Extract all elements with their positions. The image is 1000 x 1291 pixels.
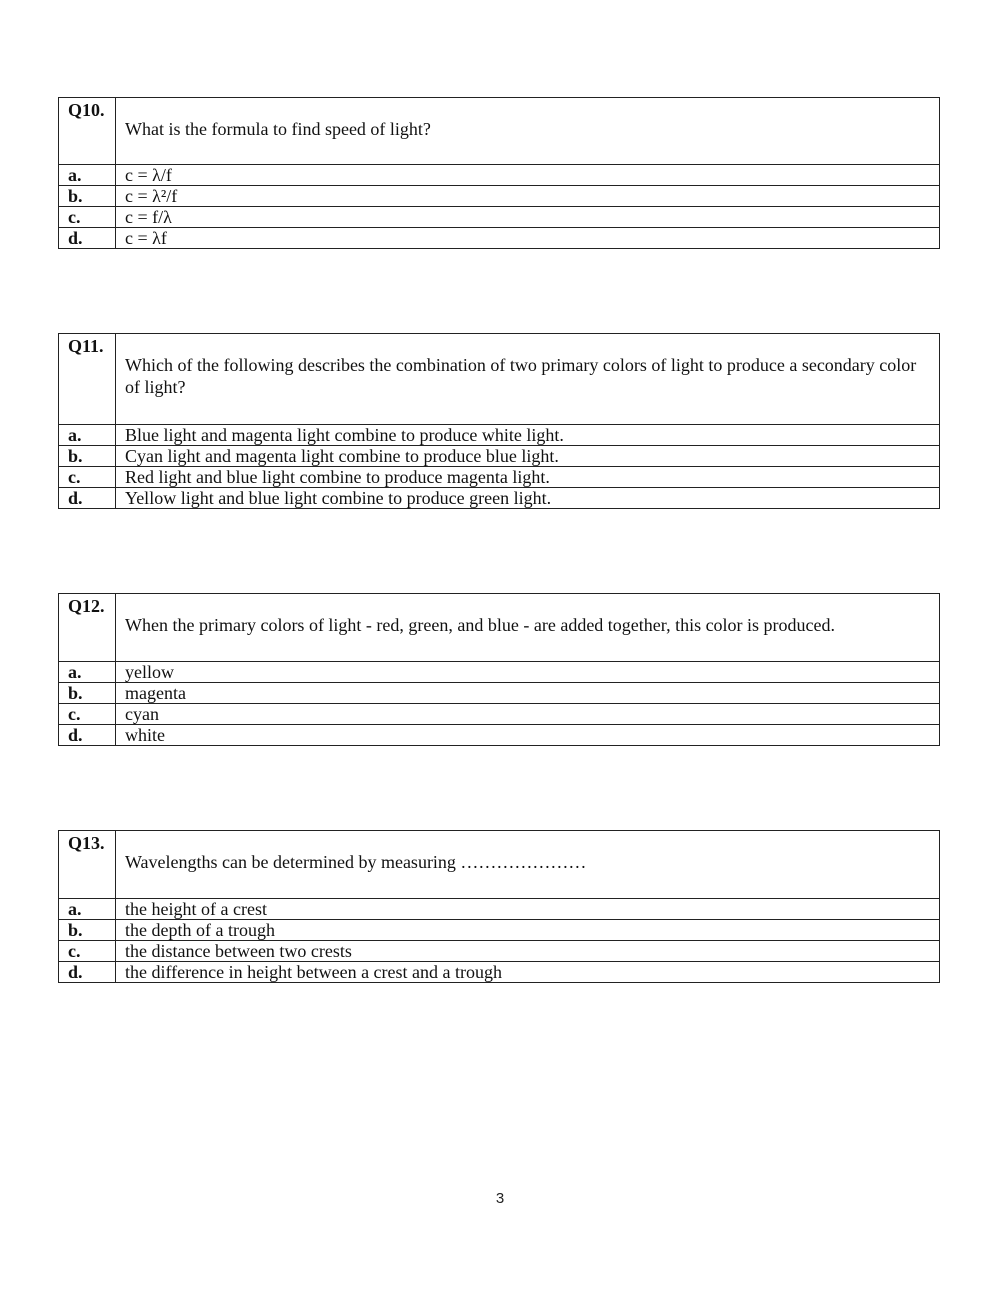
option-row-d[interactable] xyxy=(59,228,940,249)
question-header-row xyxy=(59,594,940,662)
option-letter: c. xyxy=(59,207,116,228)
option-text[interactable]: the height of a crest xyxy=(116,899,940,920)
question-table-q11 xyxy=(58,333,940,509)
page-number: 3 xyxy=(495,1190,505,1207)
option-row-a[interactable] xyxy=(59,899,940,920)
option-text[interactable]: c = λ/f xyxy=(116,165,940,186)
option-letter: b. xyxy=(59,683,116,704)
question-number: Q12. xyxy=(59,594,116,662)
option-text[interactable]: c = λf xyxy=(116,228,940,249)
option-letter: b. xyxy=(59,446,116,467)
option-row-a[interactable] xyxy=(59,425,940,446)
option-row-b[interactable] xyxy=(59,186,940,207)
question-stem: What is the formula to find speed of light? xyxy=(125,119,431,139)
option-text[interactable]: cyan xyxy=(116,704,940,725)
option-letter: d. xyxy=(59,228,116,249)
question-header-row xyxy=(59,334,940,425)
option-row-a[interactable] xyxy=(59,662,940,683)
option-row-d[interactable] xyxy=(59,725,940,746)
option-letter: a. xyxy=(59,165,116,186)
option-text[interactable]: the depth of a trough xyxy=(116,920,940,941)
option-letter: a. xyxy=(59,425,116,446)
option-text[interactable]: c = λ²/f xyxy=(116,186,940,207)
question-stem-cell xyxy=(116,831,940,899)
option-text[interactable]: magenta xyxy=(116,683,940,704)
option-row-c[interactable] xyxy=(59,704,940,725)
option-text[interactable]: Blue light and magenta light combine to produce white light. xyxy=(116,425,940,446)
option-text[interactable]: Red light and blue light combine to produce magenta light. xyxy=(116,467,940,488)
question-stem: Wavelengths can be determined by measuring ………………… xyxy=(125,852,587,872)
question-number: Q11. xyxy=(59,334,116,425)
question-stem: When the primary colors of light - red, green, and blue - are added together, this color is produced. xyxy=(125,615,836,635)
option-letter: d. xyxy=(59,488,116,509)
question-table-q12 xyxy=(58,593,940,746)
question-stem-cell xyxy=(116,594,940,662)
option-text[interactable]: white xyxy=(116,725,940,746)
option-letter: b. xyxy=(59,920,116,941)
option-letter: a. xyxy=(59,899,116,920)
option-row-a[interactable] xyxy=(59,165,940,186)
option-row-c[interactable] xyxy=(59,467,940,488)
option-text[interactable]: the distance between two crests xyxy=(116,941,940,962)
option-letter: c. xyxy=(59,704,116,725)
question-stem-cell xyxy=(116,334,940,425)
option-text[interactable]: Yellow light and blue light combine to produce green light. xyxy=(116,488,940,509)
question-table-q10 xyxy=(58,97,940,249)
question-number: Q13. xyxy=(59,831,116,899)
option-row-d[interactable] xyxy=(59,962,940,983)
option-letter: a. xyxy=(59,662,116,683)
option-letter: d. xyxy=(59,725,116,746)
option-text[interactable]: yellow xyxy=(116,662,940,683)
option-row-b[interactable] xyxy=(59,446,940,467)
option-letter: c. xyxy=(59,467,116,488)
option-row-b[interactable] xyxy=(59,683,940,704)
option-row-d[interactable] xyxy=(59,488,940,509)
option-row-b[interactable] xyxy=(59,920,940,941)
option-text[interactable]: the difference in height between a crest and a trough xyxy=(116,962,940,983)
option-row-c[interactable] xyxy=(59,941,940,962)
option-letter: c. xyxy=(59,941,116,962)
option-text[interactable]: Cyan light and magenta light combine to produce blue light. xyxy=(116,446,940,467)
option-letter: b. xyxy=(59,186,116,207)
question-stem: Which of the following describes the combination of two primary colors of light to produce a secondary color of light? xyxy=(125,355,917,397)
question-number: Q10. xyxy=(59,98,116,165)
question-header-row xyxy=(59,98,940,165)
question-stem-cell xyxy=(116,98,940,165)
question-table-q13 xyxy=(58,830,940,983)
option-letter: d. xyxy=(59,962,116,983)
option-row-c[interactable] xyxy=(59,207,940,228)
option-text[interactable]: c = f/λ xyxy=(116,207,940,228)
question-header-row xyxy=(59,831,940,899)
